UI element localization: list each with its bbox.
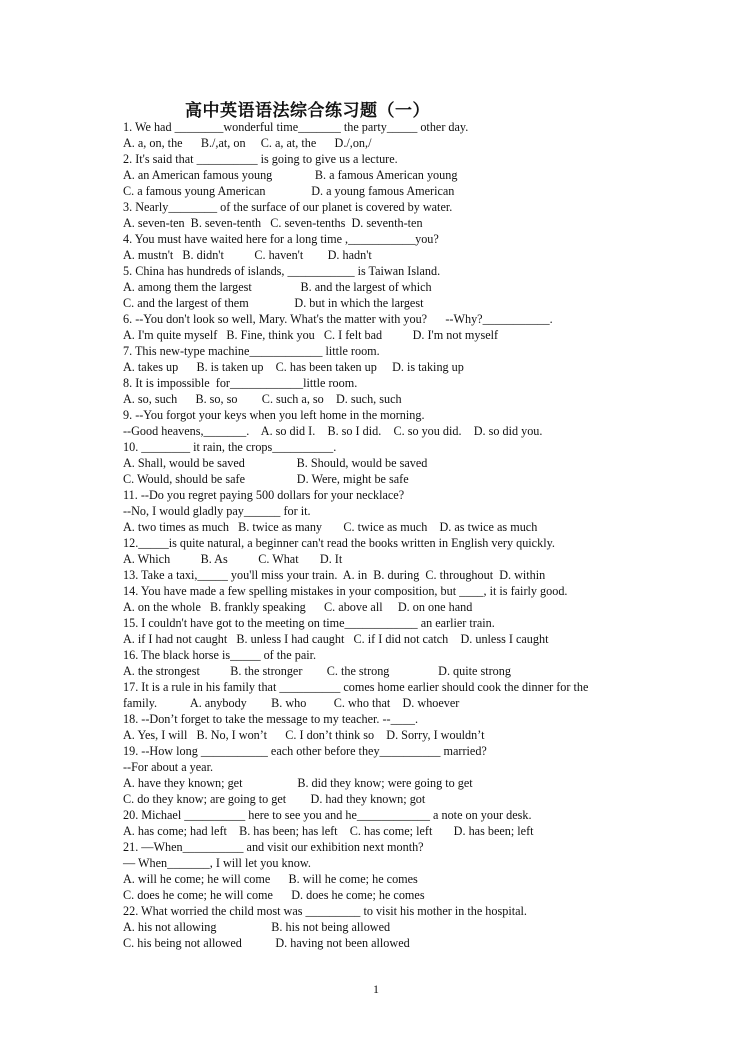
page-number: 1 [373,982,379,996]
text-line: A. have they known; get B. did they know; were going to get [123,776,473,790]
text-line: 11. --Do you regret paying 500 dollars for your necklace? [123,488,405,502]
text-line: 8. It is impossible for____________little room. [123,376,358,390]
text-line: A. Which B. As C. What D. It [123,552,343,566]
text-line: 13. Take a taxi,_____ you'll miss your train. A. in B. during C. throughout D. within [123,568,546,582]
text-line: C. and the largest of them D. but in which the largest [123,296,424,310]
text-line: A. seven-ten B. seven-tenth C. seven-tenths D. seventh-ten [123,216,423,230]
text-line: 15. I couldn't have got to the meeting on time____________ an earlier train. [123,616,495,630]
text-line: A. Shall, would be saved B. Should, would be saved [123,456,428,470]
text-line: 3. Nearly________ of the surface of our planet is covered by water. [123,200,453,214]
text-line: A. Yes, I will B. No, I won’t C. I don’t think so D. Sorry, I wouldn’t [123,728,485,742]
text-line: A. his not allowing B. his not being allowed [123,920,391,934]
text-line: C. Would, should be safe D. Were, might be safe [123,472,409,486]
text-line: family. A. anybody B. who C. who that D. whoever [123,696,460,710]
text-line: 9. --You forgot your keys when you left home in the morning. [123,408,425,422]
text-line: A. I'm quite myself B. Fine, think you C. I felt bad D. I'm not myself [123,328,499,342]
text-line: 14. You have made a few spelling mistakes in your composition, but ____, it is fairly good. [123,584,568,598]
text-line: 2. It's said that __________ is going to give us a lecture. [123,152,398,166]
text-line: 10. ________ it rain, the crops__________. [123,440,337,454]
text-line: 22. What worried the child most was _________ to visit his mother in the hospital. [123,904,527,918]
text-line: C. do they know; are going to get D. had they known; got [123,792,426,806]
exercise-text [123,119,668,951]
text-line: C. a famous young American D. a young famous American [123,184,455,198]
text-line: --No, I would gladly pay______ for it. [123,504,311,518]
text-line: A. among them the largest B. and the largest of which [123,280,432,294]
text-line: 17. It is a rule in his family that __________ comes home earlier should cook the dinner for the [123,680,589,694]
text-line: A. takes up B. is taken up C. has been taken up D. is taking up [123,360,464,374]
text-line: A. the strongest B. the stronger C. the strong D. quite strong [123,664,511,678]
text-line: A. an American famous young B. a famous American young [123,168,458,182]
text-line: — When_______, I will let you know. [123,856,311,870]
text-line: A. on the whole B. frankly speaking C. above all D. on one hand [123,600,473,614]
text-line: C. his being not allowed D. having not been allowed [123,936,410,950]
text-line: 6. --You don't look so well, Mary. What's the matter with you? --Why?___________. [123,312,553,326]
text-line: 1. We had ________wonderful time_______ the party_____ other day. [123,120,469,134]
text-line: 19. --How long ___________ each other before they__________ married? [123,744,487,758]
text-line: 12._____is quite natural, a beginner can't read the books written in English very quickly. [123,536,555,550]
text-line: 16. The black horse is_____ of the pair. [123,648,317,662]
text-line: A. has come; had left B. has been; has left C. has come; left D. has been; left [123,824,534,838]
text-line: --For about a year. [123,760,214,774]
text-line: A. if I had not caught B. unless I had caught C. if I did not catch D. unless I caught [123,632,549,646]
text-line: A. will he come; he will come B. will he come; he comes [123,872,418,886]
text-line: 7. This new-type machine____________ little room. [123,344,380,358]
text-line: 20. Michael __________ here to see you and he____________ a note on your desk. [123,808,532,822]
text-line: A. two times as much B. twice as many C. twice as much D. as twice as much [123,520,538,534]
document-title: 高中英语语法综合练习题（一） [185,101,430,121]
text-line: 21. —When__________ and visit our exhibition next month? [123,840,424,854]
text-line: A. mustn't B. didn't C. haven't D. hadn't [123,248,372,262]
text-line: 18. --Don’t forget to take the message to my teacher. --____. [123,712,419,726]
text-line: C. does he come; he will come D. does he come; he comes [123,888,425,902]
text-line: A. so, such B. so, so C. such a, so D. such, such [123,392,402,406]
text-line: 4. You must have waited here for a long time ,___________you? [123,232,439,246]
text-line: 5. China has hundreds of islands, ___________ is Taiwan Island. [123,264,441,278]
text-line: A. a, on, the B./,at, on C. a, at, the D./,on,/ [123,136,372,150]
text-line: --Good heavens,_______. A. so did I. B. so I did. C. so you did. D. so did you. [123,424,543,438]
